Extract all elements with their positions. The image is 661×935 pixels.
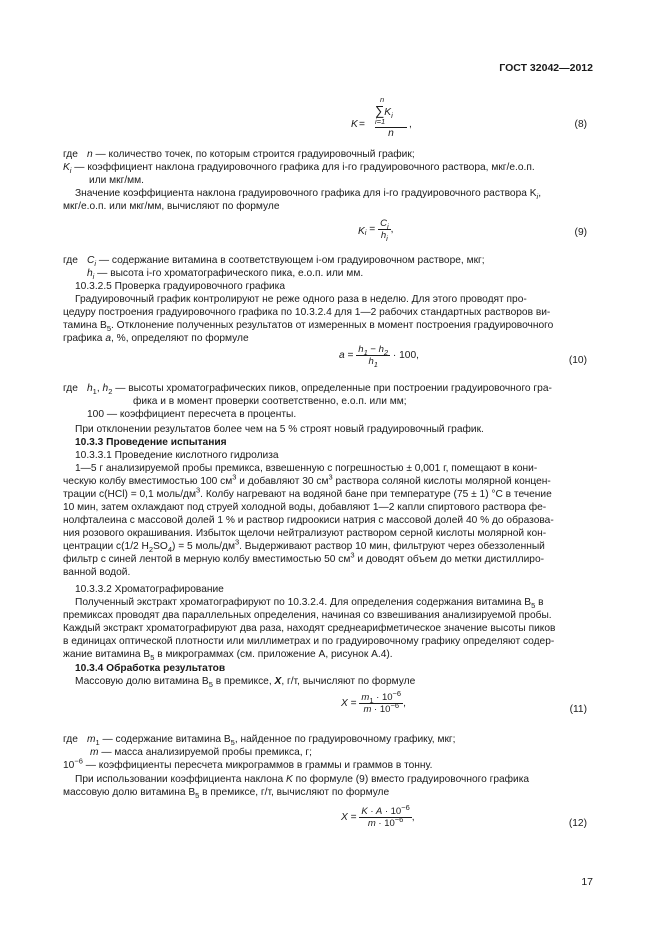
check-line3a: тамина B — [63, 320, 107, 331]
eq8-equals: = — [359, 119, 365, 130]
eq9-tail: , — [390, 224, 394, 236]
eq12-tail: , — [411, 812, 415, 824]
eq10-den: h — [368, 356, 374, 367]
hydro-line5: нолфталеина с массовой долей 1 % и раствор гидроокиси натрия с массовой долей 40 % до образова- — [63, 515, 554, 526]
check-line2: цедуру построения градуировочного графика по 10.3.2.4 для 1—2 рабочих стандартных растворов ви- — [63, 307, 551, 318]
def-c-symbol: C — [87, 255, 95, 266]
eq11-equals: = — [347, 698, 357, 710]
hydro-line2b: и добавляют 30 см — [236, 476, 329, 487]
eq10-num-a: h — [358, 344, 364, 355]
def-n-text: — количество точек, по которым строится градуировочный график; — [92, 149, 415, 160]
eq11-tail: , — [403, 698, 406, 710]
hydro-line2c: раствора соляной кислоты молярной концен- — [332, 476, 551, 487]
hydro-line6: ния розового окрашивания. Избыток щелочи нейтрализуют раствором серной кислоты молярной кон- — [63, 528, 547, 539]
hydro-line1: 1—5 г анализируемой пробы премикса, взвешенную с погрешностью ± 0,001 г, помещают в кони- — [75, 463, 538, 474]
mass-c: , г/т, вычисляют по формуле — [281, 676, 416, 687]
chrom-line3: Каждый экстракт хроматографируют два раза, находят среднеарифметическое значение высоты пиков — [63, 623, 556, 634]
k2-line1a: При использовании коэффициента наклона — [75, 774, 286, 785]
mass-x: X — [274, 676, 282, 687]
hydro-line2-sup2: 3 — [328, 472, 333, 482]
eq12-den-b: · 10 — [375, 818, 395, 829]
check-line4a: графика — [63, 333, 106, 344]
def-k-sub: i — [69, 166, 72, 176]
eq11-den-b-sup: −6 — [390, 700, 399, 710]
eq11-den-b: · 10 — [371, 704, 391, 715]
hydro-line7d: . Выдерживают раствор 10 мин, фильтруют через обеззоленный — [239, 541, 545, 552]
def-h-text: — высоты хроматографических пиков, определенные при построении градуировочного гра- — [112, 383, 552, 394]
def-comma: , — [96, 383, 103, 394]
def-h2-sub: 2 — [108, 387, 113, 397]
hydro-line8b: и доводят объем до метки дистиллиро- — [354, 554, 545, 565]
k2-line2a: массовую долю витамина B — [63, 787, 196, 798]
def-c-sub: i — [94, 259, 97, 269]
section-10-3-2-5 — [63, 280, 587, 293]
chrom-line1a: Полученный экстракт хроматографируют по 10.3.2.4. Для определения содержания витамина B — [75, 597, 532, 608]
section-10-3-3-title: 10.3.3 Проведение испытания — [75, 437, 227, 448]
where-label: где — [63, 149, 78, 160]
def-k-text-cont: или мкг/мм. — [89, 175, 145, 186]
paragraph-hydrolysis — [63, 462, 587, 579]
section-title: 10.3.2.5 Проверка градуировочного графика — [75, 281, 286, 292]
eq9-number: (9) — [574, 227, 587, 238]
eq11-num-a-sub: 1 — [369, 695, 374, 705]
def-m1-text-a: — содержание витамина B — [99, 734, 231, 745]
eq12-num-b: · 10 — [382, 806, 402, 817]
chrom-line5b: в микрограммах (см. приложение А, рисунок А.4). — [154, 649, 393, 660]
def-h2-symbol: h — [102, 383, 109, 394]
section-10-3-3-2 — [63, 583, 587, 596]
def-h-text: — высота i-го хроматографического пика, е.о.п. или мм. — [94, 268, 364, 279]
eq8-lhs: K — [351, 119, 358, 130]
paragraph-slope-method — [63, 773, 587, 799]
eq12-den-b-sup: −6 — [394, 814, 404, 824]
eq10-fraction — [356, 344, 390, 367]
def-m1-symbol: m — [87, 734, 96, 745]
section-10-3-3-1-title: 10.3.3.1 Проведение кислотного гидролиза — [75, 450, 279, 461]
deviation-text: При отклонении результатов более чем на 5 % строят новый градуировочный график. — [75, 424, 484, 435]
slope-line1: Значение коэффициента наклона градуировочного графика для i-го градуировочного раствора K — [75, 188, 537, 199]
eq10-number: (10) — [568, 355, 587, 366]
hydro-line2-sup: 3 — [232, 472, 237, 482]
check-line4b: , %, определяют по формуле — [110, 333, 249, 344]
definitions-10 — [63, 382, 587, 421]
def-m1-sub: 1 — [95, 738, 100, 748]
mass-b: в премиксе, — [212, 676, 275, 687]
eq12-fraction — [359, 802, 411, 829]
section-10-3-4-title: 10.3.4 Обработка результатов — [75, 663, 226, 674]
definitions-9 — [63, 254, 587, 280]
hydro-line7-sub: 2 — [148, 545, 154, 555]
hydro-line8-sup: 3 — [350, 550, 355, 560]
hydro-line7c: ) = 5 моль/дм — [171, 541, 235, 552]
eq9-equals: = — [366, 224, 376, 236]
eq9-lhs-sub: i — [364, 228, 367, 238]
section-10-3-4 — [63, 662, 587, 688]
where-label: где — [63, 734, 78, 745]
equation-10 — [63, 344, 587, 376]
chrom-line1b: в — [535, 597, 544, 608]
hydro-line3-sup: 3 — [195, 485, 201, 495]
def-10-text: — коэффициенты пересчета микрограммов в граммы и граммов в тонну. — [82, 760, 433, 771]
slope-line1-sub: i — [536, 192, 539, 202]
mass-a: Массовую долю витамина B — [75, 676, 209, 687]
eq11-lhs: X — [341, 698, 348, 710]
definitions-11 — [63, 733, 587, 772]
chrom-line4: в единицах оптической плотности или миллиметрах и по градуировочному графику определяют содер- — [63, 636, 555, 647]
eq12-num-a: K · A — [361, 806, 383, 817]
eq10-den-sub: 1 — [373, 359, 378, 369]
where-label: где — [63, 383, 78, 394]
paragraph-chromatography — [63, 596, 587, 661]
eq9-fraction — [378, 218, 391, 241]
def-n-symbol: n — [87, 149, 93, 160]
def-h1-symbol: h — [87, 383, 93, 394]
eq11-num-b-sup: −6 — [392, 688, 402, 698]
eq8-sum-var: K — [384, 107, 392, 118]
paragraph-deviation — [63, 423, 587, 462]
eq10-num-a-sub: 1 — [363, 347, 368, 357]
eq10-equals: = — [344, 350, 354, 362]
eq8-sum-sub: i — [391, 111, 393, 121]
slope-line1-end: , — [538, 188, 542, 199]
hydro-line7a: центрации c(1/2 H — [63, 541, 149, 552]
eq12-equals: = — [347, 812, 357, 824]
eq11-fraction — [359, 688, 403, 715]
eq8-denominator: n — [388, 128, 394, 139]
equation-11 — [63, 688, 587, 726]
eq11-num-b: · 10 — [373, 692, 393, 703]
eq10-num-op: − — [367, 344, 379, 355]
k2-line1-k: K — [286, 774, 293, 785]
eq8-sum-bottom: i=1 — [375, 118, 407, 128]
sum-icon: ∑ — [375, 103, 385, 118]
where-label: где — [63, 255, 78, 266]
eq9-num: C — [380, 218, 387, 229]
def-10-symbol: 10 — [63, 760, 75, 771]
eq9-den: h — [380, 230, 387, 241]
def-h-sub: i — [92, 272, 95, 282]
def-h-text-cont: фика и в момент проверки соответственно, е.о.п. или мм; — [133, 396, 407, 407]
hydro-line4: 10 мин, затем охлаждают под струей холодной воды, добавляют 1—2 капли спиртового раствора фе- — [63, 502, 547, 513]
paragraph-slope — [63, 187, 587, 213]
equation-12 — [63, 802, 587, 840]
def-c-text: — содержание витамина в соответствующем i-ом градуировочном растворе, мкг; — [96, 255, 485, 266]
eq12-number: (12) — [568, 818, 587, 829]
chrom-line5-sub: 5 — [150, 653, 155, 663]
eq8-number: (8) — [574, 119, 587, 130]
eq10-tail: · 100, — [390, 350, 419, 362]
def-m1-text-sub: 5 — [230, 738, 235, 748]
paragraph-check — [63, 293, 587, 345]
k2-line1b: по формуле (9) вместо градуировочного графика — [292, 774, 530, 785]
def-k-text: — коэффициент наклона градуировочного графика для i-го градуировочного раствора, мкг/е.о.п. — [71, 162, 535, 173]
hydro-line8a: фильтр с синей лентой в мерную колбу вместимостью 50 см — [63, 554, 351, 565]
hydro-line3a: трации c(HCl) = 0,1 моль/дм — [63, 489, 196, 500]
def-h-symbol: h — [87, 268, 93, 279]
eq8-tail: , — [409, 119, 412, 130]
eq11-den-a: m — [363, 704, 372, 715]
check-line1: Градуировочный график контролируют не реже одного раза в неделю. Для этого проводят про- — [75, 294, 527, 305]
def-m-text: — масса анализируемой пробы премикса, г; — [98, 747, 312, 758]
chrom-line5a: жание витамина B — [63, 649, 151, 660]
eq8-fraction — [375, 96, 407, 140]
eq8-sum-top: n — [380, 95, 385, 104]
slope-line2: мкг/е.о.п. или мкг/мм, вычисляют по формуле — [63, 201, 280, 212]
hydro-line2a: ческую колбу вместимостью 100 см — [63, 476, 233, 487]
check-line3-sub: 5 — [106, 324, 112, 334]
def-m-symbol: m — [90, 747, 99, 758]
mass-sub: 5 — [208, 680, 213, 690]
check-line4-symbol: a — [105, 333, 111, 344]
definitions-8 — [63, 148, 587, 187]
k2-line2b: в премиксе, г/т, вычисляют по формуле — [199, 787, 390, 798]
eq12-den-a: m — [367, 818, 376, 829]
eq11-num-a: m — [361, 692, 370, 703]
k2-line2-sub: 5 — [195, 791, 200, 801]
eq10-num-b-sub: 2 — [383, 347, 389, 357]
def-100-symbol: 100 — [87, 409, 104, 420]
eq12-lhs: X — [341, 812, 348, 824]
eq9-lhs: K — [358, 226, 365, 238]
def-k-symbol: K — [63, 162, 70, 173]
eq12-num-b-sup: −6 — [401, 802, 410, 812]
hydro-line7-sup: 3 — [234, 537, 240, 547]
hydro-line7-sub2: 4 — [167, 545, 172, 555]
chrom-line1-sub: 5 — [531, 601, 536, 611]
eq11-number: (11) — [569, 704, 587, 715]
document-code: ГОСТ 32042—2012 — [499, 62, 593, 74]
equation-9 — [63, 218, 587, 248]
section-10-3-3-2-title: 10.3.3.2 Хроматографирование — [75, 584, 224, 595]
eq10-lhs: a — [339, 350, 345, 362]
hydro-line9: ванной водой. — [63, 567, 131, 578]
def-m1-text-b: , найденное по градуировочному графику, мкг; — [234, 734, 456, 745]
hydro-line3b: . Колбу нагревают на водяной бане при температуре (75 ± 1) °С в течение — [200, 489, 552, 500]
def-10-sup: −6 — [74, 756, 83, 766]
check-line3b: . Отклонение полученных результатов от измеренных в момент построения градуировочного — [111, 320, 554, 331]
eq9-num-sub: i — [386, 221, 389, 231]
page-number: 17 — [581, 876, 593, 888]
def-h1-sub: 1 — [92, 387, 97, 397]
def-100-text: — коэффициент пересчета в проценты. — [104, 409, 297, 420]
eq10-num-b: h — [378, 344, 384, 355]
eq9-den-sub: i — [386, 233, 388, 243]
chrom-line2: премиксах проводят два параллельных определения, начиная со взвешивания анализируемой пробы. — [63, 610, 552, 621]
equation-8 — [63, 96, 587, 142]
hydro-line7b: SO — [153, 541, 168, 552]
